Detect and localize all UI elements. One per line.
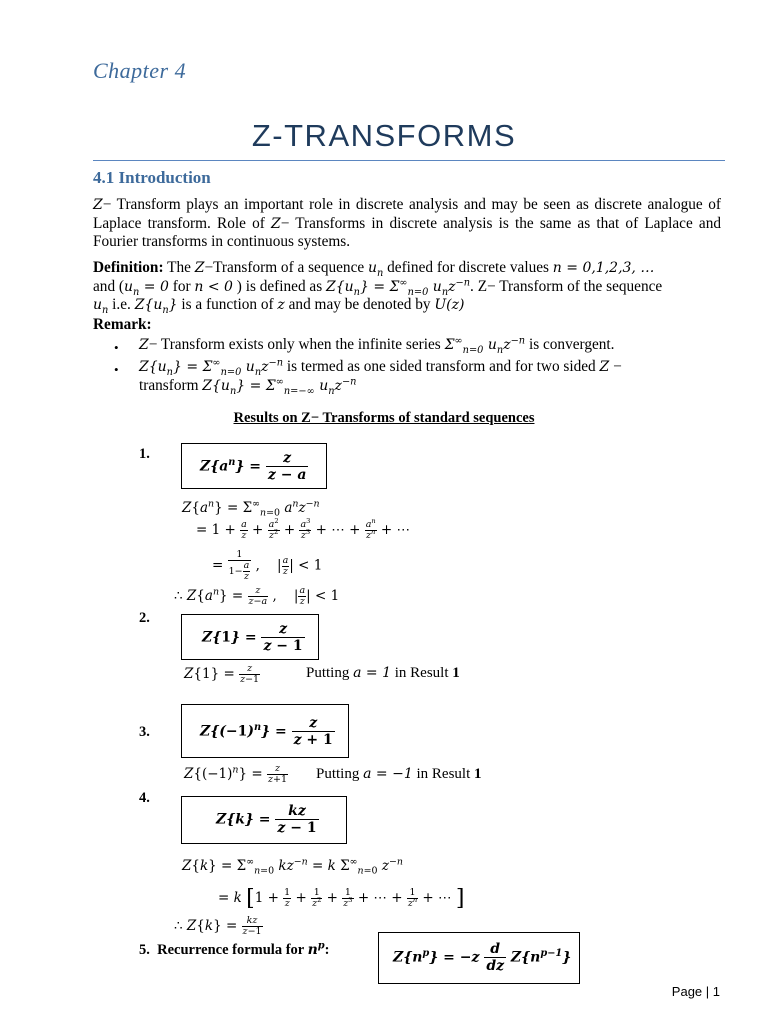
result-3-formula: $Z\{(-1)^n\}$ = $\frac{z}{z + 1}$ <box>200 715 333 748</box>
result-4-derivation-line-1: $Z\{k\} = \Sigma^\infty_{n=0}$ $kz^{-n} = k$ $\Sigma^\infty_{n=0}$ $z^{-n}$ <box>182 856 403 877</box>
z-symbol: Z <box>270 215 281 232</box>
remark-text: is convergent. <box>525 336 615 353</box>
note-text: in Result <box>391 665 453 681</box>
z-symbol: Z <box>139 337 149 353</box>
result-1-box <box>181 443 327 489</box>
z-transform-symbol: $Z\{u_n\}$ <box>134 297 178 316</box>
result-3-derivation: $Z\{(-1)^n\}$ = $\frac{z}{z+1}$ <box>184 763 288 785</box>
intro-text-2: − Transforms in discrete analysis is the same as that of Laplace and Fourier transforms in continuous systems. <box>93 214 721 250</box>
bullet-icon: • <box>114 362 119 377</box>
z-transform-definition: $Z\{u_n\} = \Sigma^\infty_{n=0}$ $u_nz^{-n}$ <box>326 276 471 298</box>
definition-text: is a function of <box>177 296 278 313</box>
results-heading <box>0 410 768 427</box>
note-text: Putting <box>316 766 364 782</box>
result-2-box <box>181 614 319 660</box>
page-title: Z-TRANSFORMS <box>251 118 517 153</box>
result-number: 4. <box>139 790 150 806</box>
definition-text: The <box>163 259 195 276</box>
discrete-values: n = 0,1,2,3, … <box>552 260 655 276</box>
note-value: a = −1 <box>363 766 413 782</box>
negative-index-condition: n < 0 <box>194 278 233 295</box>
sequence-symbol: $u_n$ <box>367 260 384 279</box>
sequence-zero-condition: $u_n = 0$ <box>124 278 169 298</box>
intro-paragraph <box>93 196 721 252</box>
series-expression: $\Sigma^\infty_{n=0}$ $u_nz^{-n}$ <box>444 335 526 356</box>
note-text: Putting <box>306 665 354 681</box>
page-number: Page | 1 <box>671 984 720 999</box>
result-3-note <box>316 766 482 783</box>
remark-item-1 <box>139 336 723 355</box>
one-sided-transform: $Z\{u_n\} = \Sigma^\infty_{n=0}$ $u_nz^{-n}$ <box>139 357 284 378</box>
definition-text: −Transform of a sequence <box>204 259 368 276</box>
definition-text: and may be denoted by <box>284 296 435 313</box>
result-number: 3. <box>139 724 150 740</box>
result-number: 2. <box>139 610 150 626</box>
result-2-derivation: Z{1} = $\frac{z}{z-1}$ <box>184 663 260 685</box>
note-ref: 1 <box>474 766 482 782</box>
result-1-formula: $Z\{a^n\}$ = $\frac{z}{z - a}$ <box>200 450 307 483</box>
z-symbol: Z <box>194 260 205 276</box>
intro-text-1: − Transform plays an important role in discrete analysis and may be seen as discrete analogue of Laplace transform. Role of <box>93 196 721 232</box>
note-ref: 1 <box>452 665 460 681</box>
result-3-box <box>181 704 349 758</box>
section-heading: 4.1 Introduction <box>93 168 211 187</box>
result-5-box <box>378 932 580 984</box>
remark-text: transform <box>139 376 203 394</box>
n-power-p: $n^p$ <box>307 940 325 958</box>
result-number: 1. <box>139 446 150 462</box>
result-5-text: Recurrence formula for <box>157 942 308 958</box>
convergence-condition: < 1 <box>298 557 323 574</box>
result-4-derivation-line-2: = k [1 + $\frac{1}{z}$ + $\frac{1}{z^2}$ + $\frac{1}{z^3}$ + ⋯ + $\frac{1}{z^n}$ + ⋯ ] <box>218 886 465 911</box>
result-4-conclusion: ∴ Z{k} = $\frac{kz}{z-1}$ <box>174 915 262 937</box>
definition-text: and ( <box>93 277 125 295</box>
result-5-formula: $Z\{n^p\} = -z$ $\frac{d}{dz}$ $Z\{n^{p-1}\}$ <box>393 941 572 974</box>
result-1-conclusion: ∴ $Z\{a^n\}$ = $\frac{z}{z-a}$ , | $\frac{a}{z}$ | < 1 <box>174 585 340 607</box>
result-5-label: 5. Recurrence formula for $n^p$: <box>139 940 330 958</box>
result-number: 5. <box>139 942 150 958</box>
result-1-derivation-line-1: $Z\{a^n\} = \Sigma^\infty_{n=0}$ $a^nz^{-n}$ <box>182 498 320 519</box>
chapter-label: Chapter 4 <box>93 58 187 83</box>
remark-item-2: $Z\{u_n\} = \Sigma^\infty_{n=0}$ $u_nz^{-n}$ is termed as one sided transform and for two sided Z − transform $Z\{u_n\} = \Sigma^\infty_{n=-\infty}$ $u_nz^{-n}$ <box>139 357 622 397</box>
z-variable: z <box>277 297 285 313</box>
note-value: a = 1 <box>353 665 391 681</box>
result-2-note <box>306 665 460 682</box>
z-symbol: Z <box>93 197 103 213</box>
definition-label: Definition: <box>93 259 164 276</box>
result-2-formula: Z{1} = $\frac{z}{z - 1}$ <box>202 621 303 654</box>
results-heading-text: Results on Z− Transforms of standard sequences <box>233 410 535 426</box>
result-1-derivation-line-3: = 1 1− $\frac{a}{z}$ , | $\frac{a}{z}$ | < 1 <box>212 549 323 582</box>
definition-text: ) is defined as <box>232 277 326 295</box>
result-1-derivation-line-2: = 1 + $\frac{a}{z}$ + $\frac{a^2}{z^2}$ + $\frac{a^3}{z^3}$ + ⋯ + $\frac{a^n}{z^n}$ + ⋯ <box>196 516 411 541</box>
result-4-box <box>181 796 347 844</box>
definition-text: . Z− Transform of the sequence <box>470 277 663 295</box>
therefore-symbol: ∴ <box>174 588 183 604</box>
remark-text: is termed as one sided transform and for two sided <box>283 358 600 375</box>
u-of-z: U(z) <box>434 297 465 313</box>
definition-text: i.e. <box>108 296 135 313</box>
remark-text: − Transform exists only when the infinite series <box>148 336 445 353</box>
title-divider <box>93 160 725 161</box>
z-symbol: Z <box>599 359 610 375</box>
definition-text: defined for discrete values <box>383 259 553 276</box>
note-text: in Result <box>412 766 474 782</box>
two-sided-transform: $Z\{u_n\} = \Sigma^\infty_{n=-\infty}$ $u_nz^{-n}$ <box>202 375 357 397</box>
sequence-symbol: $u_n$ <box>93 297 109 316</box>
definition-paragraph <box>93 259 721 315</box>
remark-label: Remark: <box>93 316 152 333</box>
bullet-icon: • <box>114 340 119 355</box>
result-4-formula: Z{k} = $\frac{kz}{z - 1}$ <box>216 803 317 836</box>
definition-text: for <box>168 277 195 295</box>
